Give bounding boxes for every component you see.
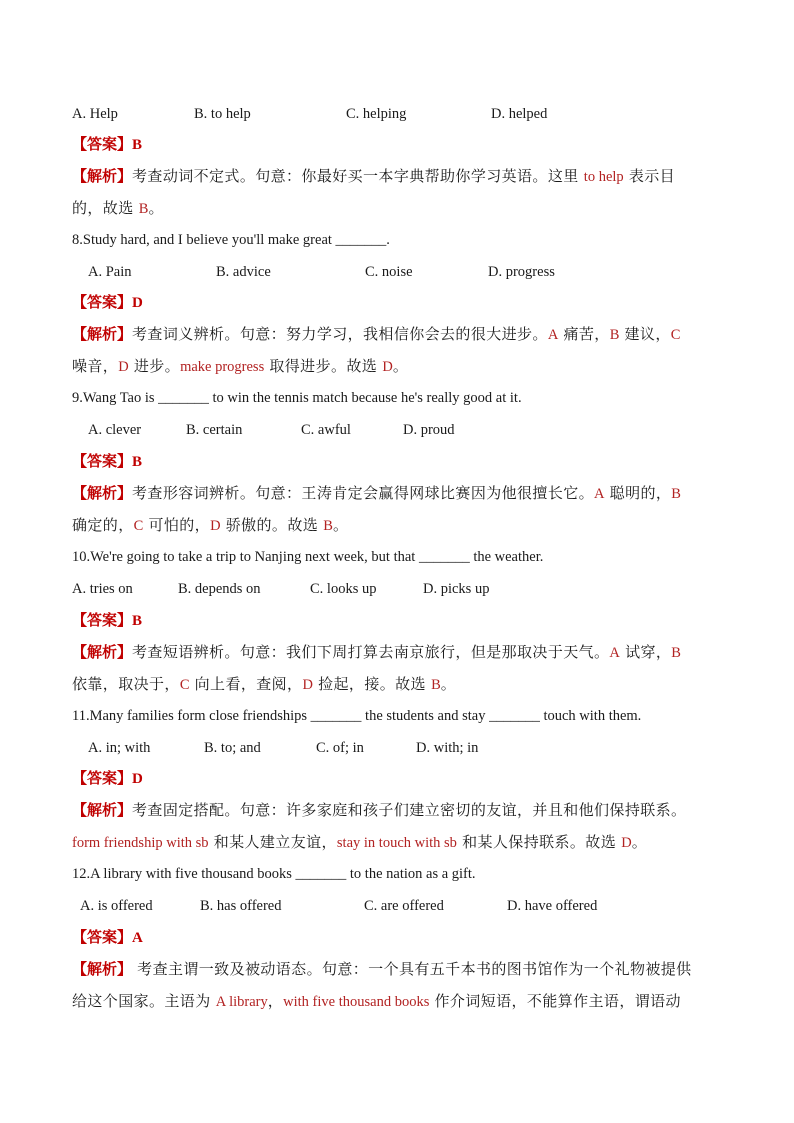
- q10-option-d: D. picks up: [423, 581, 490, 597]
- analysis-text: 取得进步。故选: [264, 357, 383, 375]
- answer-label: 【答案】: [72, 611, 133, 629]
- analysis-highlight: A: [594, 486, 605, 502]
- q11-option-c: C. of; in: [316, 740, 364, 756]
- q10-option-a: A. tries on: [72, 581, 133, 597]
- analysis-text: 考查主谓一致及被动语态。句意：一个具有五千本书的图书馆作为一个礼物被提供: [132, 960, 692, 978]
- q12-option-c: C. are offered: [364, 898, 444, 914]
- answer-value: D: [132, 295, 143, 311]
- analysis-text: 考查动词不定式。句意：你最好买一本字典帮助你学习英语。这里: [132, 167, 584, 185]
- analysis-highlight: D: [621, 835, 632, 851]
- q11-option-b: B. to; and: [204, 740, 261, 756]
- analysis-text: 表示目: [623, 167, 676, 185]
- q10-answer: [72, 610, 142, 631]
- answer-value: B: [132, 137, 143, 153]
- analysis-highlight: A: [547, 327, 559, 343]
- analysis-highlight: B: [671, 486, 681, 502]
- analysis-label: 【解析】: [72, 960, 133, 978]
- analysis-highlight: B: [431, 677, 441, 693]
- answer-label: 【答案】: [72, 293, 133, 311]
- q9-question: 9.Wang Tao is _______ to win the tennis match because he's really good at it.: [72, 390, 522, 406]
- answer-label: 【答案】: [72, 769, 133, 787]
- q11-answer: [72, 768, 143, 789]
- analysis-label: 【解析】: [72, 484, 133, 502]
- q7-analysis-line-2: [72, 198, 164, 219]
- analysis-text: 痛苦，: [558, 325, 610, 343]
- analysis-text: 。: [332, 516, 349, 534]
- q12-analysis-line-2: [72, 991, 681, 1012]
- q12-question: 12.A library with five thousand books _______ to the nation as a gift.: [72, 866, 476, 882]
- q9-option-a: A. clever: [88, 422, 142, 438]
- analysis-highlight: C: [179, 677, 190, 693]
- analysis-text: 建议，: [619, 325, 671, 343]
- analysis-text: 。: [392, 357, 409, 375]
- analysis-highlight: D: [302, 677, 313, 693]
- answer-label: 【答案】: [72, 135, 133, 153]
- analysis-text: 进步。: [128, 357, 181, 375]
- analysis-highlight: A library: [215, 994, 268, 1010]
- q10-question: 10.We're going to take a trip to Nanjing next week, but that _______ the weather.: [72, 549, 544, 565]
- answer-value: B: [132, 613, 143, 629]
- analysis-text: 向上看，查阅，: [189, 675, 303, 693]
- analysis-text: 骄傲的。故选: [220, 516, 324, 534]
- q7-option-d: D. helped: [491, 106, 548, 122]
- q10-analysis-line-1: [72, 642, 681, 663]
- q7-analysis-line-1: [72, 166, 675, 187]
- q8-option-a: A. Pain: [88, 264, 132, 280]
- q12-option-d: D. have offered: [507, 898, 598, 914]
- q7-option-a: A. Help: [72, 106, 118, 122]
- q8-option-b: B. advice: [216, 264, 271, 280]
- q8-option-d: D. progress: [488, 264, 555, 280]
- q12-analysis-line-1: [72, 959, 692, 980]
- q9-option-c: C. awful: [301, 422, 351, 438]
- analysis-highlight: with five thousand books: [283, 994, 430, 1010]
- analysis-text: 。: [631, 833, 648, 851]
- analysis-text: 和某人保持联系。故选: [456, 833, 622, 851]
- q7-option-b: B. to help: [194, 106, 251, 122]
- analysis-highlight: C: [670, 327, 681, 343]
- q11-question: 11.Many families form close friendships _______ the students and stay _______ touch with them.: [72, 708, 642, 724]
- analysis-highlight: B: [609, 327, 620, 343]
- analysis-text: 作介词短语，不能算作主语，谓语动: [429, 992, 681, 1010]
- q10-option-b: B. depends on: [178, 581, 261, 597]
- analysis-text: 考查词义辨析。句意：努力学习，我相信你会去的很大进步。: [132, 325, 548, 343]
- analysis-highlight: B: [323, 518, 333, 534]
- q11-option-d: D. with; in: [416, 740, 479, 756]
- analysis-highlight: D: [382, 359, 393, 375]
- analysis-text: 。: [148, 199, 164, 217]
- q10-analysis-line-2: [72, 674, 456, 695]
- analysis-highlight: to help: [583, 169, 624, 185]
- analysis-highlight: D: [210, 518, 221, 534]
- analysis-text: 可怕的，: [143, 516, 211, 534]
- q8-option-c: C. noise: [365, 264, 413, 280]
- q12-option-b: B. has offered: [200, 898, 282, 914]
- answer-value: A: [132, 930, 143, 946]
- q9-option-d: D. proud: [403, 422, 455, 438]
- analysis-highlight: form friendship with sb: [72, 835, 209, 851]
- q8-analysis-line-1: [72, 324, 680, 345]
- q12-option-a: A. is offered: [80, 898, 153, 914]
- analysis-label: 【解析】: [72, 643, 133, 661]
- analysis-text: 试穿，: [619, 643, 672, 661]
- q11-option-a: A. in; with: [88, 740, 151, 756]
- analysis-highlight: stay in touch with sb: [336, 835, 457, 851]
- analysis-text: 的，故选: [72, 199, 139, 217]
- analysis-highlight: B: [138, 201, 149, 217]
- analysis-highlight: A: [609, 645, 620, 661]
- analysis-text: 捡起，接。故选: [312, 675, 432, 693]
- analysis-text: 。: [440, 675, 457, 693]
- analysis-text: 考查形容词辨析。句意：王涛肯定会赢得网球比赛因为他很擅长它。: [132, 484, 595, 502]
- analysis-text: 确定的，: [72, 516, 134, 534]
- answer-value: D: [132, 771, 143, 787]
- analysis-highlight: D: [118, 359, 129, 375]
- analysis-text: 聪明的，: [604, 484, 672, 502]
- analysis-label: 【解析】: [72, 325, 133, 343]
- answer-value: B: [132, 454, 143, 470]
- analysis-highlight: C: [133, 518, 144, 534]
- q12-answer: [72, 927, 143, 948]
- analysis-text: 和某人建立友谊，: [208, 833, 337, 851]
- q9-answer: [72, 451, 142, 472]
- answer-label: 【答案】: [72, 928, 133, 946]
- q8-question: 8.Study hard, and I believe you'll make great _______.: [72, 232, 390, 248]
- q11-analysis-line-2: [72, 832, 647, 853]
- analysis-text: 噪音，: [72, 357, 119, 375]
- analysis-text: ，: [267, 992, 284, 1010]
- q9-analysis-line-1: [72, 483, 681, 504]
- q7-answer: [72, 134, 142, 155]
- answer-label: 【答案】: [72, 452, 133, 470]
- analysis-highlight: B: [671, 645, 681, 661]
- analysis-text: 依靠，取决于，: [72, 675, 180, 693]
- q9-analysis-line-2: [72, 515, 348, 536]
- analysis-highlight: make progress: [180, 359, 265, 375]
- analysis-text: 考查短语辨析。句意：我们下周打算去南京旅行，但是那取决于天气。: [132, 643, 610, 661]
- analysis-label: 【解析】: [72, 801, 133, 819]
- q9-option-b: B. certain: [186, 422, 243, 438]
- analysis-label: 【解析】: [72, 167, 133, 185]
- q10-option-c: C. looks up: [310, 581, 377, 597]
- q8-analysis-line-2: [72, 356, 408, 377]
- analysis-text: 给这个国家。主语为: [72, 992, 216, 1010]
- q7-option-c: C. helping: [346, 106, 407, 122]
- q8-answer: [72, 292, 143, 313]
- q11-analysis-line-1: [72, 800, 686, 821]
- analysis-text: 考查固定搭配。句意：许多家庭和孩子们建立密切的友谊，并且和他们保持联系。: [132, 801, 687, 819]
